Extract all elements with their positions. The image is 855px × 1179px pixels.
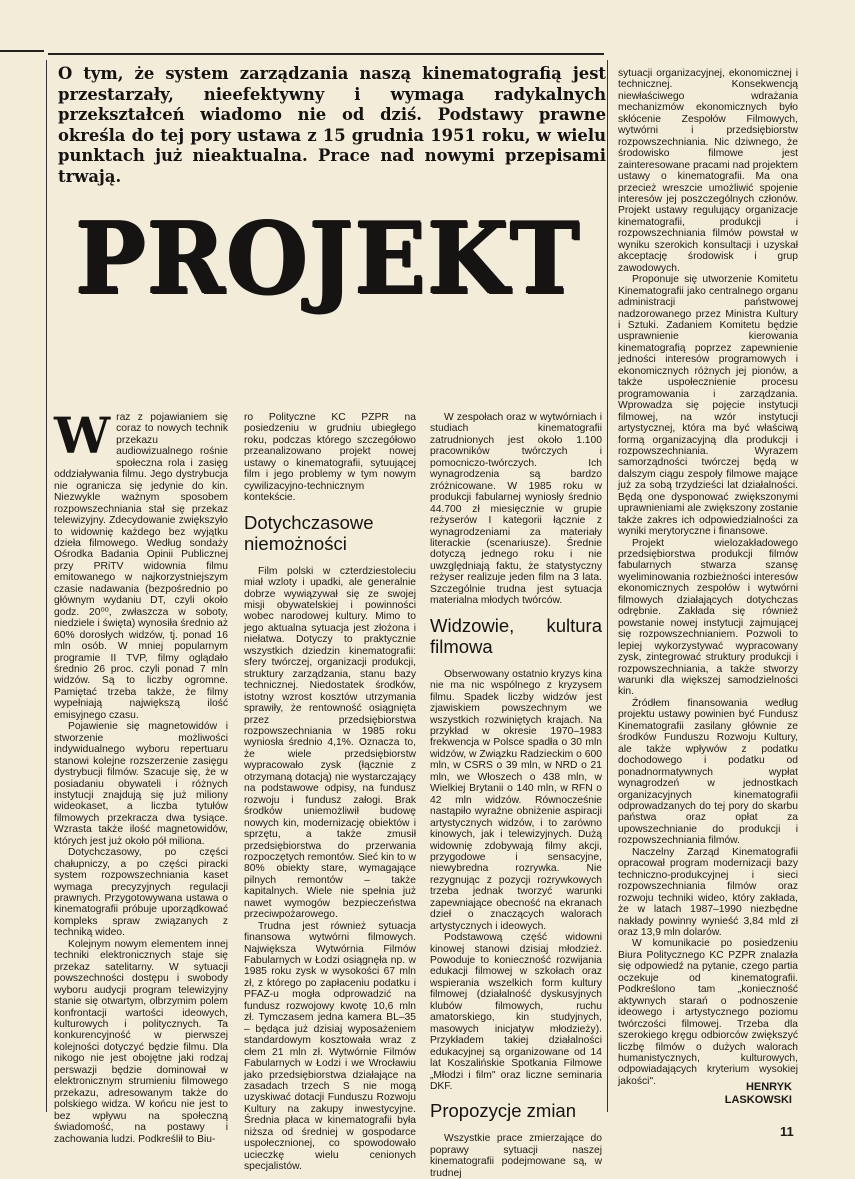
column1-paragraph-2: Pojawienie się magnetowidów i stworzenie możliwości indywidualnego wyboru repertuaru stanowi kolejne rozszerzenie zasięgu dystrybucji filmów. Szacuje się, że w posiadaniu obywateli i różnych instytucji znajdują się już miliony wideokaset, a liczba tytułów filmowych przekracza dwa tysiące. Wzrasta także ilość magnetowidów, których jest już około pół miliona. bbox=[54, 721, 228, 847]
page-number: 11 bbox=[780, 1124, 794, 1139]
column4-paragraph-5: W komunikacie po posiedzeniu Biura Politycznego KC PZPR znalazła się odpowiedź na pytanie, czego partia oczekuje od kinematografii. Podkreślono tam „konieczność aktywnych starań o podnoszenie ideowego i artystycznego poziomu twórczości filmowej. Trzeba dla szerokiego kręgu odbiorców zwiększyć liczbę filmów o dużych walorach humanistycznych, kulturowych, odpowiadających kryterium wysokiej jakości". bbox=[618, 938, 798, 1087]
column1-paragraph-3: Dotychczasowy, po części chałupniczy, a po części piracki system rozpowszechniania kaset wymaga precyzyjnych regulacji prawnych. Przygotowywana ustawa o kinematografii próbuje uporządkować kompleks spraw związanych z techniką wideo. bbox=[54, 847, 228, 939]
column-2 bbox=[244, 412, 416, 1173]
column4-paragraph-4: Naczelny Zarząd Kinematografii opracował program modernizacji bazy techniczno-produkcyjnej i sieci rozpowszechniania filmów oraz rozwoju techniki wideo, który zakłada, że w latach 1987–1990 niezbędne nakłady powinny wynieść 3,84 mld zł oraz 13,9 mln dolarów. bbox=[618, 846, 798, 938]
author-first-name: HENRYK bbox=[745, 1081, 792, 1093]
column-1 bbox=[54, 406, 228, 1145]
column1-paragraph-4: Kolejnym nowym elementem innej techniki elektronicznych staje się przekaz satelitarny. W sytuacji powszechności dostępu i swobody wyboru audycji program telewizyjny stanie się otwartym, olbrzymim polem konfrontacji wartości ideowych, kulturowych i politycznych. Ta konkurencyjność w pierwszej kolejności dotyczyć będzie filmu. Dla nikogo nie jest obojętne jaki rodzaj perswazji będzie dominował w elektronicznym strumieniu filmowego przekazu, adresowanym także do polskiego widza. W końcu nie jest to bez wpływu na społeczną świadomość, na postawy i zachowania ludzi. Podkreślił to Biu- bbox=[54, 938, 228, 1145]
subhead-widzowie: Widzowie, kultura filmowa bbox=[430, 614, 602, 657]
column-3 bbox=[430, 412, 602, 1179]
column4-paragraph-2: Projekt wielozakładowego przedsiębiorstwa produkcji filmów fabularnych stwarza szansę wyeliminowania rozbieżności interesów ekonomicznych zespołów i wytwórni filmowych działających dotychczas odrębnie. Zakłada się również powstanie nowej instytucji zajmującej się rozpowszechnianiem. Pozwoli to lepiej wykorzystywać wypracowany zysk, zintegrować struktury produkcji i rozpowszechniania, a także stworzy warunki dla większej samodzielności kin. bbox=[618, 537, 798, 698]
column2-paragraph-2: Trudna jest również sytuacja finansowa wytwórni filmowych. Największa Wytwórnia Filmów Fabularnych w Łodzi osiągnęła np. w 1985 roku zysk w wysokości 67 mln zł, z którego po zapłaceniu podatku i PFAZ-u mogła odprowadzić na fundusz rozwojowy kwotę 10,6 mln zł. Tymczasem jedna kamera BL–35 – będąca już dzisiaj wyposażeniem standardowym kosztowała wraz z cłem 21 mln zł. Wytwórnie Filmów Fabularnych w Łodzi i we Wrocławiu jako przedsiębiorstwa działające na zasadach trzech S nie mogą uzyskiwać dotacji Funduszu Rozwoju Kultury na zakupy inwestycyjne. Średnia płaca w kinematografii była niższa od średniej w gospodarce uspołecznionej, co spowodowało ucieczkę wielu cenionych specjalistów. bbox=[244, 920, 416, 1173]
column3-paragraph-1: W zespołach oraz w wytwórniach i studiach kinematografii zatrudnionych jest około 1.100 pracowników twórczych i pomocniczo-twórczych. Ich wynagrodzenia są bardzo zróżnicowane. W 1985 roku w produkcji fabularnej wyniosły średnio 44.700 zł miesięcznie w grupie reżyserów I kategorii łącznie z wynagrodzeniami za materiały literackie (scenariusze). Średnie dotyczą jednego roku i nie uwzględniają faktu, że statystyczny reżyser realizuje jeden film na 3 lata. Szczególnie trudna jest sytuacja materialna młodych twórców. bbox=[430, 412, 602, 607]
column4-paragraph-3: Źródłem finansowania według projektu ustawy powinien być Fundusz Kinematografii zasilany głównie ze środków Funduszu Rozwoju Kultury, ale także wpływów z podatku dochodowego i podatku od ponadnormatywnych wypłat wynagrodzeń w jednostkach organizacyjnych kinematografii odprowadzanych do tej pory do skarbu państwa oraz opłat za upowszechnianie do produkcji i rozpowszechniania filmów. bbox=[618, 697, 798, 847]
column2-paragraph-0: ro Polityczne KC PZPR na posiedzeniu w grudniu ubiegłego roku, podczas którego szczegółowo przeanalizowano projekt nowej ustawy o kinematografii, sytuującej film i jego problemy w tym nowym cywilizacyjno-technicznym kontekście. bbox=[244, 412, 416, 504]
column2-paragraph-1: Film polski w czterdziestoleciu miał wzloty i upadki, ale generalnie dobrze wywiązywał się ze swojej misji obywatelskiej i powinności wobec narodowej kultury. Mimo to jego aktualna sytuacja jest złożona i niełatwa. Dotyczy to praktycznie wszystkich dziedzin kinematografii: sfery twórczej, organizacji produkcji, struktury zarządzania, stanu bazy technicznej. Niedostatek środków, istotny wzrost kosztów utrzymania sprawiły, że rentowność osiągnięta przez przedsiębiorstwa rozpowszechniania w 1985 roku wyniosła średnio 4,1%. Oznacza to, że wiele przedsiębiorstw wypracowało zysk (łącznie z otrzymaną dotacją) nie wystarczający na podstawowe odpisy, na fundusz rozwoju i fundusz załogi. Brak środków uniemożliwił budowę nowych kin, modernizację obiektów i sprzętu, a także zmusił przedsiębiorstwa do przerwania rozpoczętych remontów. Sieć kin to w 80% obiekty stare, wymagające pilnych remontów – także kapitalnych. Wiele nie spełnia już nawet wymogów bezpieczeństwa przeciwpożarowego. bbox=[244, 565, 416, 921]
lead-paragraph: O tym, że system zarządzania naszą kinematografią jest przestarzały, nieefektywny i wymaga radykalnych przekształceń wiadomo nie od dziś. Podstawy prawne określa do tej pory ustawa z 15 grudnia 1951 roku, w wielu punktach już nieaktualna. Prace nad nowymi przepisami trwają. bbox=[58, 64, 606, 186]
headline: PROJEKT bbox=[75, 202, 581, 317]
column3-paragraph-4: Wszystkie prace zmierzające do poprawy sytuacji naszej kinematografii podejmowane są, w trudnej bbox=[430, 1133, 602, 1179]
column-4 bbox=[618, 68, 798, 1087]
author-byline bbox=[700, 1081, 792, 1106]
drop-cap: W bbox=[54, 406, 111, 465]
top-rule bbox=[48, 53, 604, 55]
subhead-dotychczasowe: Dotychczasowe niemożności bbox=[244, 511, 374, 554]
subhead-propozycje: Propozycje zmian bbox=[430, 1100, 577, 1122]
column1-paragraph-1: raz z pojawianiem się coraz to nowych technik przekazu audiowizualnego rośnie społeczna rola i zasięg oddziaływania filmu. Jego dystrybucja nie ogranicza się jedynie do kin. Niezwykle ważnym sposobem rozpowszechniania stał się przekaz telewizyjny. Zdecydowanie zwiększyło to widownię każdego bez wyjątku dzieła filmowego. Według sondaży Ośrodka Badania Opinii Publicznej przy PRiTV widownia filmu emitowanego w najkorzystniejszym czasie nadawania (bezpośrednio po głównym wydaniu DT, czyli około godz. 20⁰⁰, zwłaszcza w soboty, niedziele i święta) wynosiła średnio aż 60% dorosłych widzów, tj. ponad 16 mln osób. W mniej popularnym programie II TVP, filmy oglądało średnio 26 proc. czyli ponad 7 mln widzów. Są to liczby ogromne. Pamiętać trzeba także, że filmy wypełniają największą ilość emisyjnego czasu. bbox=[54, 412, 228, 721]
author-last-name: LASKOWSKI bbox=[724, 1093, 792, 1106]
column4-paragraph-1: Proponuje się utworzenie Komitetu Kinematografii jako centralnego organu administracji państwowej nadzorowanego przez Ministra Kultury i Sztuki. Zadaniem Komitetu będzie usprawnienie kierowania kinematografią poprzez zapewnienie jedności interesów programowych i ekonomicznych różnych jej pionów, a także uspołecznienie procesu programowania i zarządzania. Wprowadza się pojęcie instytucji filmowej, na wzór instytucji artystycznej, która ma być właściwą formą organizacyjną dla produkcji i rozpowszechniania. Wyrazem samorządności twórczej będą w dalszym ciągu zespoły filmowe mające już za sobą trzydzieści lat działalności. Będą one dysponować zwiększonymi uprawnieniami ale zwiększony zostanie także zakres ich odpowiedzialności za wyniki merytoryczne i finansowe. bbox=[618, 274, 798, 538]
column3-paragraph-2: Obserwowany ostatnio kryzys kina nie ma nic wspólnego z kryzysem filmu. Spadek liczby widzów jest zjawiskiem powszechnym we wszystkich rozwiniętych krajach. Na przykład w okresie 1970–1983 frekwencja w Polsce spadła o 30 mln widzów, w Związku Radzieckim o 600 mln, w CSRS o 39 mln, w NRD o 21 mln, we Włoszech o 438 mln, w Wielkiej Brytanii o 140 mln, w RFN o 42 mln widzów. Równocześnie nastąpiło wyraźne obniżenie aspiracji artystycznych widzów, i to zarówno kinowych, jak i telewizyjnych. Dużą widownię zdobywają filmy akcji, przygodowe i sensacyjne, niewybredna rozrywka. Nie rezygnując z pozycji rozrywkowych trzeba jednak tworzyć warunki zapewniające obecność na ekranach dzieł o znaczących walorach artystycznych i ideowych. bbox=[430, 668, 602, 932]
top-rule-left bbox=[0, 50, 44, 52]
column3-paragraph-3: Podstawową część widowni kinowej stanowi dzisiaj młodzież. Powoduje to konieczność rozwijania edukacji filmowej w szkołach oraz wspierania wszelkich form kultury filmowej (działalność dyskusyjnych klubów filmowych, ruchu amatorskiego, kin studyjnych, masowych inicjatyw młodzieży). Przykładem takiej działalności edukacyjnej są organizowane od 14 lat Koszalińskie Spotkania Filmowe „Młodzi i film" oraz liczne seminaria DKF. bbox=[430, 932, 602, 1093]
column4-paragraph-0: sytuacji organizacyjnej, ekonomicznej i technicznej. Konsekwencją niewłaściwego wdrażania mechanizmów ekonomicznych było skłócenie Zespołów Filmowych, wytwórni i przedsiębiorstw rozpowszechniania. Nic dziwnego, że środowisko filmowe jest zainteresowane pracami nad projektem ustawy o kinematografii. Ma ona przecież wreszcie umożliwić spojenie interesów jej poszczególnych członów. Projekt ustawy regulujący organizacje kinematografii, produkcji i rozpowszechniania filmów powstał w wyniku szerokich konsultacji i uzyskał akceptację środowisk i grup zawodowych. bbox=[618, 68, 798, 274]
